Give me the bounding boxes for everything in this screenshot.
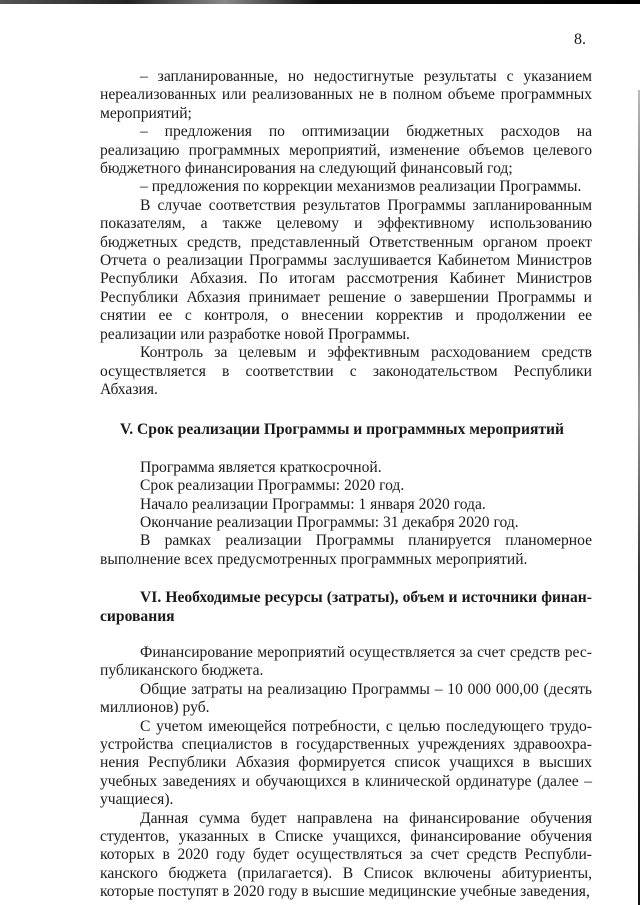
list-item-mechanism-correction: – предложения по коррекции механизмов реализации Программы. [140, 178, 582, 196]
section-6-paragraph-student-list: С учетом имеющейся потребности, с целью последующего трудоустройства специалистов в государственных учреждениях здравоохранения Республики Абхазия формируется список учащихся в высших учебных заведениях и обучающихся в клинической ординатуре (далее – учащиеся). [100, 717, 592, 809]
spacer [100, 569, 592, 589]
spacer [100, 399, 592, 421]
section-6-heading: VI. Необходимые ресурсы (затраты), объем и источники финансирования [100, 589, 592, 625]
section-5-line-term-type: Программа является краткосрочной. [140, 458, 382, 476]
section-5-heading: V. Срок реализации Программы и программных мероприятий [120, 421, 565, 439]
list-item-unachieved-results: – запланированные, но недостигнутые результаты с указанием нереализованных или реализованных не в полном объеме программных мероприятий; [100, 68, 592, 122]
section-6-paragraph-funding-source: Финансирование мероприятий осуществляется за счет средств республиканского бюджета. [100, 643, 592, 680]
document-body [100, 68, 592, 902]
paragraph-control: Контроль за целевым и эффективным расходованием средств осуществляется в соответствии с законодательством Республики Абхазия. [100, 344, 592, 398]
spacer [100, 626, 592, 644]
section-6-paragraph-funding-direction: Данная сумма будет направлена на финансирование обучения студентов, указанных в Списке учащихся, финансирование обучения которых в 2020 году будет осуществляться за счет средств Республиканского бюджета (прилагается). В Список включены абитуриенты, которые поступят в 2020 году в высшие медицинские учебные заведения, [100, 809, 592, 901]
section-5-line-term: Срок реализации Программы: 2020 год. [140, 477, 405, 495]
spacer [100, 440, 592, 459]
paragraph-report-review: В случае соответствия результатов Программы запланированным показателям, а также целевому и эффективному использованию бюджетных средств, представленный Ответственным органом проект Отчета о реализации Программы заслушивается Кабинетом Министров Республики Абхазия. По итогам рассмотрения Кабинет Министров Республики Абхазия принимает решение о завершении Программы и снятии ее с контроля, о внесении корректив и продолжении ее реализации или разработке новой Программы. [100, 196, 592, 343]
list-item-budget-optimization: – предложения по оптимизации бюджетных расходов на реализацию программных мероприятий, изменение объемов целевого бюджетного финансирования на следующий финансовый год; [100, 123, 592, 178]
section-5-line-start: Начало реализации Программы: 1 января 2020 года. [140, 495, 486, 513]
scan-edge-top [0, 0, 640, 4]
section-6-paragraph-total-cost: Общие затраты на реализацию Программы – 10 000 000,00 (десять миллионов) руб. [100, 680, 592, 717]
section-5-paragraph: В рамках реализации Программы планируется планомерное выполнение всех предусмотренных программных мероприятий. [100, 532, 592, 568]
page-number: 8. [574, 31, 586, 48]
section-5-line-end: Окончание реализации Программы: 31 декабря 2020 год. [140, 513, 519, 531]
